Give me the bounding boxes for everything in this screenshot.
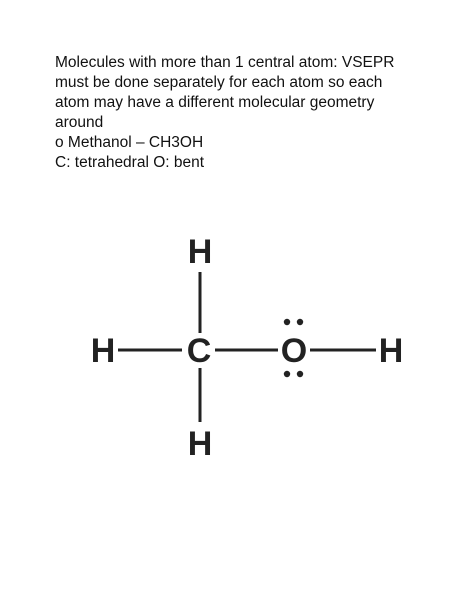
lone-pair-electron [297, 371, 303, 377]
oxygen-atom: O [280, 332, 308, 370]
lone-pair-electron [297, 319, 303, 325]
notes-line-2: must be done separately for each atom so each [55, 74, 383, 91]
lone-pair-electron [284, 319, 290, 325]
lone-pair-top [284, 319, 303, 325]
notes-line-5: o Methanol – CH3OH [55, 134, 204, 151]
notes-line-6: C: tetrahedral O: bent [55, 154, 205, 171]
notes-line-4: around [55, 114, 104, 131]
hydrogen-atom-bottom: H [187, 425, 213, 463]
notes-line-1: Molecules with more than 1 central atom: VSEPR [55, 54, 395, 71]
lone-pair-bottom [284, 371, 303, 377]
hydrogen-atom-left: H [90, 332, 116, 370]
hydrogen-atom-right: H [378, 332, 404, 370]
carbon-atom: C [186, 332, 212, 370]
hydrogen-atom-top: H [187, 233, 213, 271]
notes-line-3: atom may have a different molecular geometry [55, 94, 375, 111]
lone-pair-electron [284, 371, 290, 377]
